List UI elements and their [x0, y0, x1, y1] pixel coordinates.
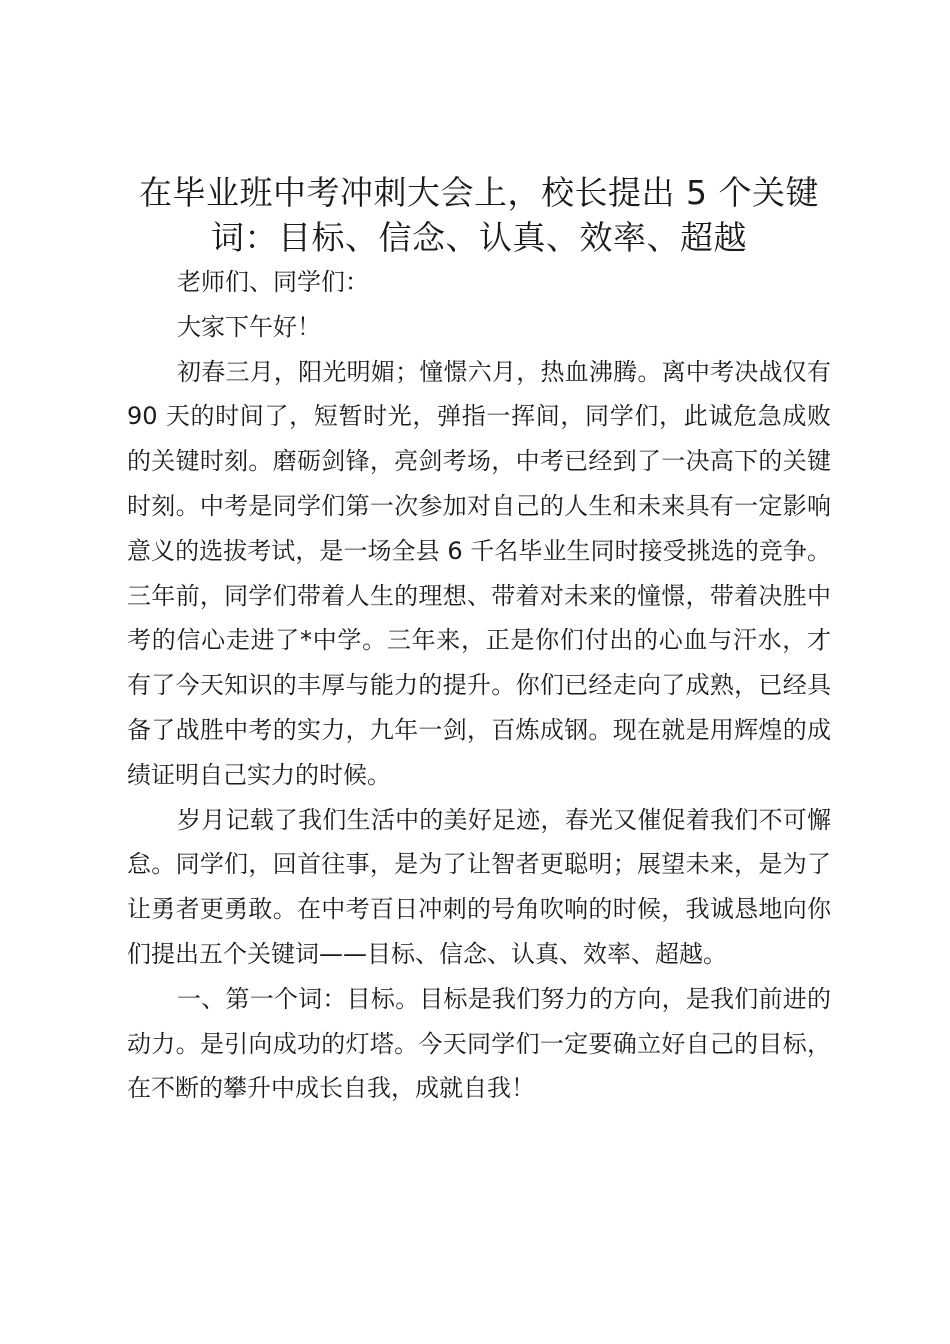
- document-title: [127, 170, 831, 260]
- salutation: 老师们、同学们：: [177, 268, 369, 296]
- title-line-2: 词：目标、信念、认真、效率、超越: [211, 218, 747, 257]
- greeting: 大家下午好！: [177, 312, 321, 341]
- document-body: [127, 260, 831, 1111]
- document-page: [127, 170, 831, 1111]
- title-line-1: 在毕业班中考冲刺大会上，校长提出 5 个关键: [139, 173, 819, 212]
- paragraph-intro: 初春三月，阳光明媚；憧憬六月，热血沸腾。离中考决战仅有 90 天的时间了，短暂时光，弹指一挥间，同学们，此诚危急成败的关键时刻。磨砺剑锋，亮剑考场，中考已经到了一决高下的关键时刻。中考是同学们第一次参加对自己的人生和未来具有一定影响意义的选拔考试，是一场全县 6 千名毕业生同时接受挑选的竞争。三年前，同学们带着人生的理想、带着对未来的憧憬，带着决胜中考的信心走进了*中学。三年来，正是你们付出的心血与汗水，才有了今天知识的丰厚与能力的提升。你们已经走向了成熟，已经具备了战胜中考的实力，九年一剑，百炼成钢。现在就是用辉煌的成绩证明自己实力的时候。: [127, 357, 831, 789]
- paragraph-goal: 一、第一个词：目标。目标是我们努力的方向，是我们前进的动力。是引向成功的灯塔。今天同学们一定要确立好自己的目标，在不断的攀升中成长自我，成就自我！: [127, 984, 831, 1103]
- paragraph-keywords: 岁月记载了我们生活中的美好足迹，春光又催促着我们不可懈怠。同学们，回首往事，是为了让智者更聪明；展望未来，是为了让勇者更勇敢。在中考百日冲刺的号角吹响的时候，我诚恳地向你们提出五个关键词——目标、信念、认真、效率、超越。: [127, 805, 831, 968]
